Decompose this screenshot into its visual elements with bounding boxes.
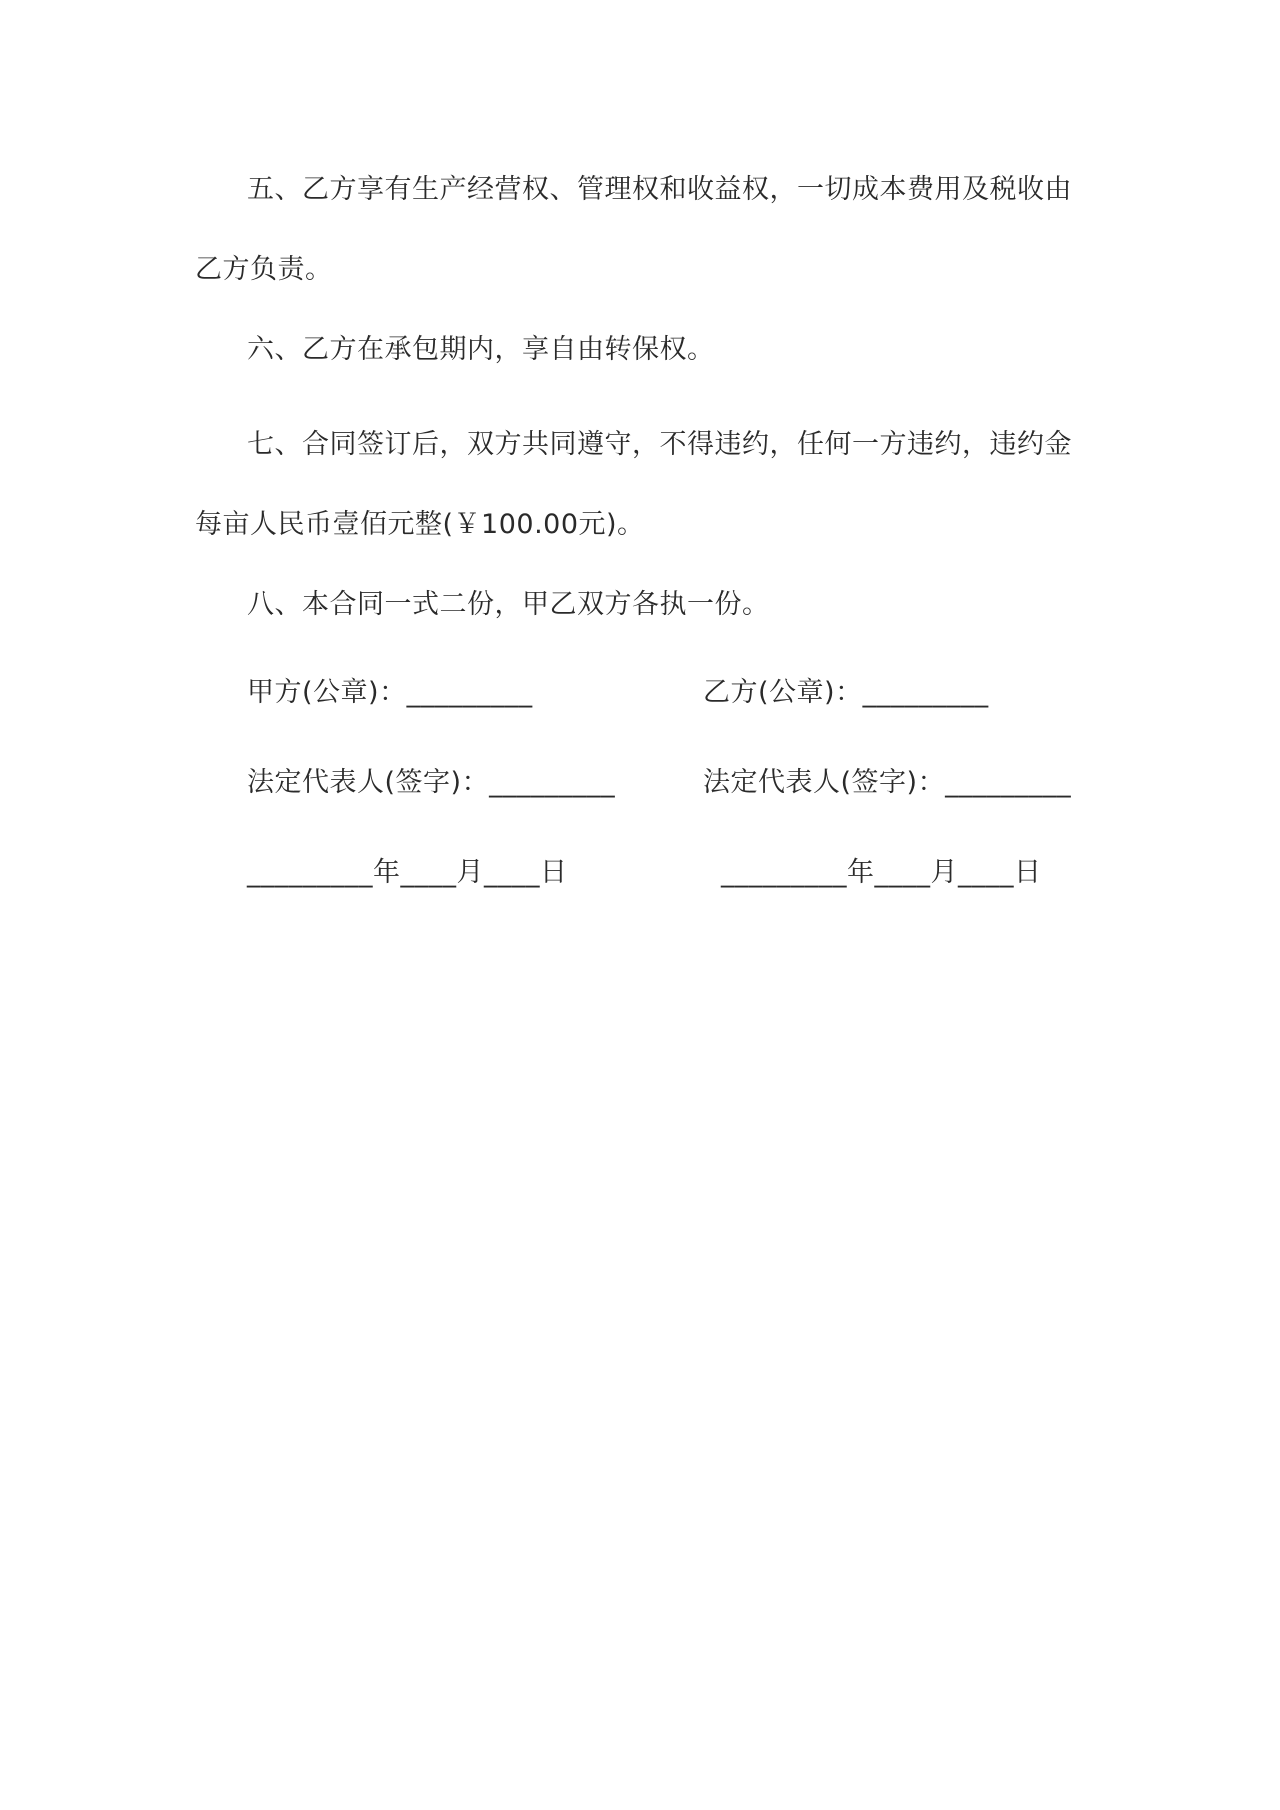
- clause-6: 六、乙方在承包期内，享自由转保权。: [247, 334, 715, 365]
- party-b-seal-line: 乙方(公章)：_________: [703, 677, 989, 708]
- party-a-date-line: _________年____月____日: [247, 857, 568, 888]
- signature-row-representative: [0, 763, 1280, 803]
- clause-5: 五、乙方享有生产经营权、管理权和收益权，一切成本费用及税收由乙方负责。: [195, 174, 1072, 285]
- clause-8: 八、本合同一式二份，甲乙双方各执一份。: [247, 589, 770, 620]
- party-a-representative-line: 法定代表人(签字)：_________: [247, 767, 616, 798]
- signature-row-seal: [0, 673, 1280, 713]
- party-a-seal-line: 甲方(公章)：_________: [247, 677, 533, 708]
- signature-row-date: [0, 853, 1280, 893]
- party-b-date-line: _________年____月____日: [721, 857, 1042, 888]
- clause-7: 七、合同签订后，双方共同遵守，不得违约，任何一方违约，违约金每亩人民币壹佰元整(￥100.00元)。: [195, 429, 1072, 540]
- party-b-representative-line: 法定代表人(签字)：_________: [703, 767, 1072, 798]
